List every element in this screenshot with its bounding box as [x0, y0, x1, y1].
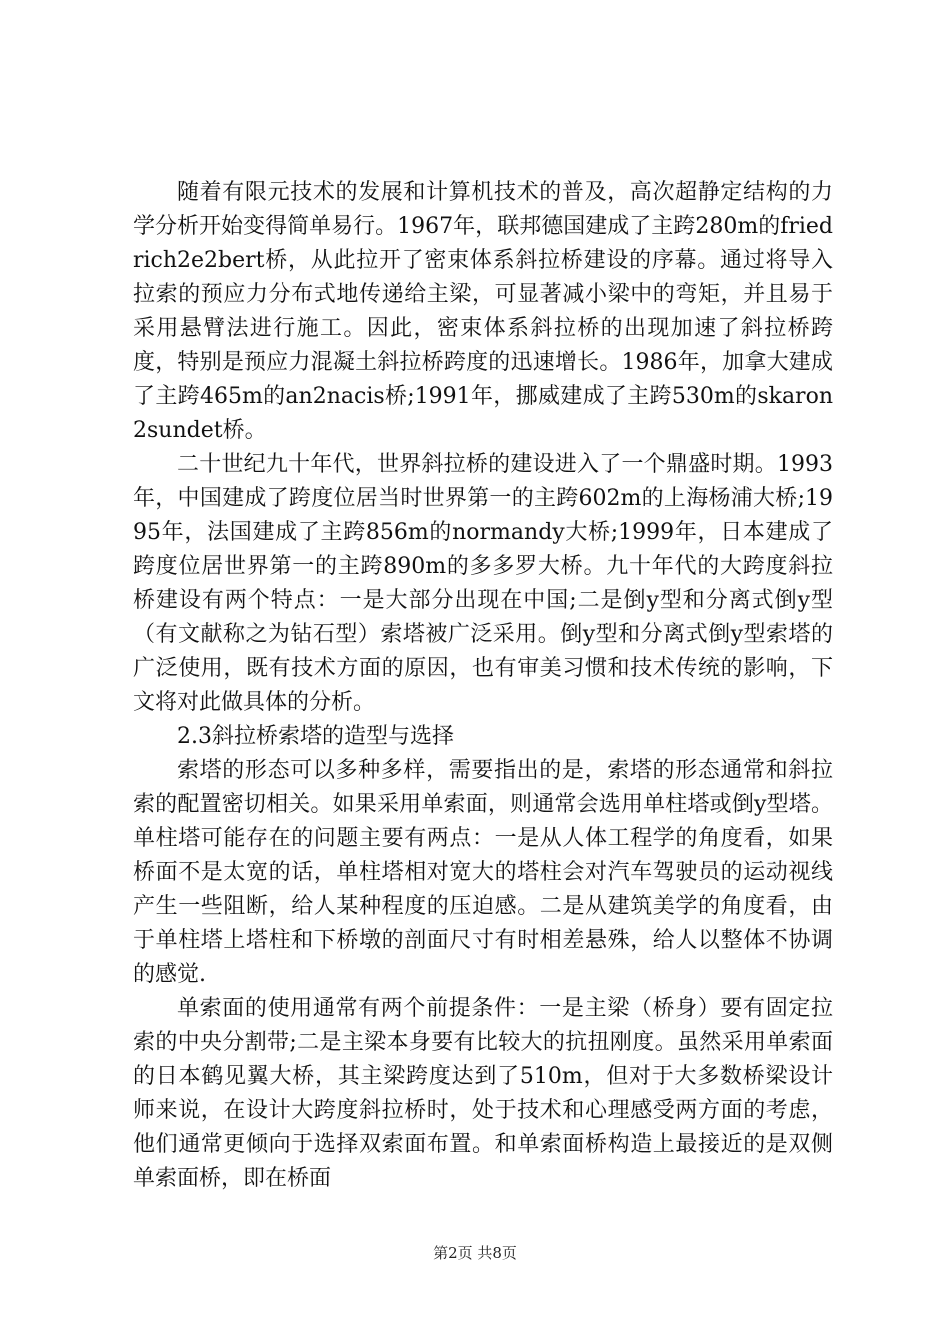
- page-footer: 第2页 共8页: [433, 1244, 517, 1262]
- section-heading: 2.3斜拉桥索塔的造型与选择: [177, 724, 454, 749]
- paragraph-2: 二十世纪九十年代，世界斜拉桥的建设进入了一个鼎盛时期。1993年，中国建成了跨度位居当时世界第一的主跨602m的上海杨浦大桥;1995年，法国建成了主跨856m的normandy大桥;1999年，日本建成了跨度位居世界第一的主跨890m的多多罗大桥。九十年代的大跨度斜拉桥建设有两个特点：一是大部分出现在中国;二是倒y型和分离式倒y型（有文献称之为钻石型）索塔被广泛采用。倒y型和分离式倒y型索塔的广泛使用，既有技术方面的原因，也有审美习惯和技术传统的影响，下文将对此做具体的分析。: [133, 452, 833, 715]
- document-body: [133, 176, 833, 1196]
- paragraph-3: 索塔的形态可以多种多样，需要指出的是，索塔的形态通常和斜拉索的配置密切相关。如果采用单索面，则通常会选用单柱塔或倒y型塔。单柱塔可能存在的问题主要有两点：一是从人体工程学的角度看，如果桥面不是太宽的话，单柱塔相对宽大的塔柱会对汽车驾驶员的运动视线产生一些阻断，给人某种程度的压迫感。二是从建筑美学的角度看，由于单柱塔上塔柱和下桥墩的剖面尺寸有时相差悬殊，给人以整体不协调的感觉.: [133, 758, 833, 987]
- paragraph-4: 单索面的使用通常有两个前提条件：一是主梁（桥身）要有固定拉索的中央分割带;二是主梁本身要有比较大的抗扭刚度。虽然采用单索面的日本鹤见翼大桥，其主梁跨度达到了510m，但对于大多数桥梁设计师来说，在设计大跨度斜拉桥时，处于技术和心理感受两方面的考虑，他们通常更倾向于选择双索面布置。和单索面桥构造上最接近的是双侧单索面桥，即在桥面: [133, 996, 833, 1191]
- paragraph-1: 随着有限元技术的发展和计算机技术的普及，高次超静定结构的力学分析开始变得简单易行。1967年，联邦德国建成了主跨280m的friedrich2e2bert桥，从此拉开了密束体系斜拉桥建设的序幕。通过将导入拉索的预应力分布式地传递给主梁，可显著减小梁中的弯矩，并且易于采用悬臂法进行施工。因此，密束体系斜拉桥的出现加速了斜拉桥跨度，特别是预应力混凝土斜拉桥跨度的迅速增长。1986年，加拿大建成了主跨465m的an2nacis桥;1991年，挪威建成了主跨530m的skaron2sundet桥。: [133, 180, 833, 443]
